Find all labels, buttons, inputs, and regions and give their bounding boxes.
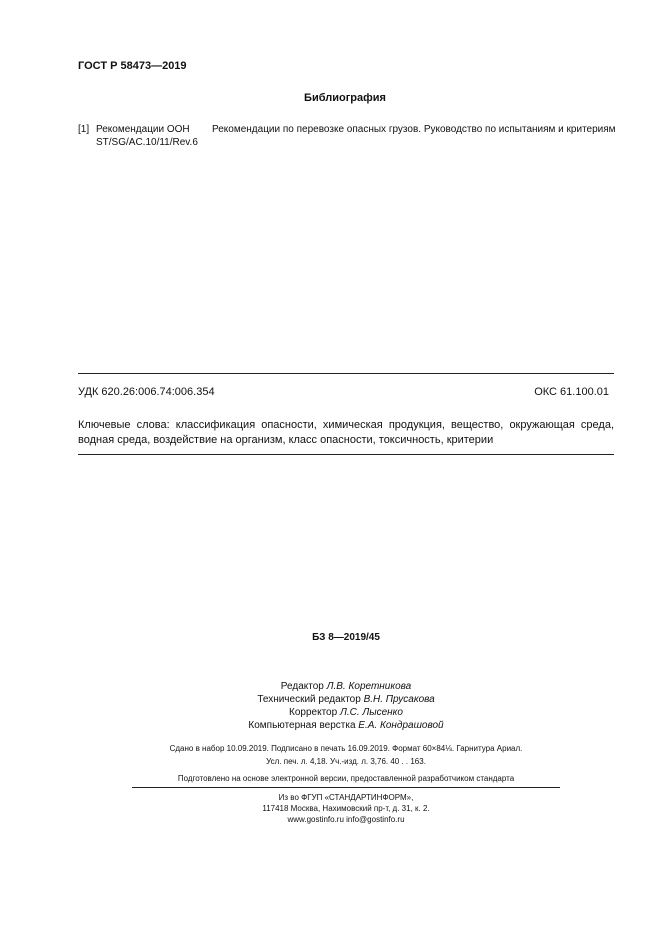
reference-number: [1] (78, 124, 90, 135)
credit-tech-editor: Технический редактор В.Н. Прусакова (257, 694, 435, 705)
divider-bottom (78, 454, 614, 455)
reference-source-code: ST/SG/AC.10/11/Rev.6 (96, 137, 198, 148)
prepared-note: Подготовлено на основе электронной версии, предоставленной разработчиком стандарта (177, 774, 515, 783)
publisher-address: 117418 Москва, Нахимовский пр-т, д. 31, к. 2. (262, 804, 430, 813)
credit-editor: Редактор Л.В. Коретникова (280, 681, 412, 692)
publisher-line-1: Из во ФГУП «СТАНДАРТИНФОРМ», (278, 793, 414, 802)
print-info-line-1: Сдано в набор 10.09.2019. Подписано в печать 16.09.2019. Формат 60×84⅛. Гарнитура Ариал. (169, 744, 523, 753)
keywords-block (78, 418, 614, 448)
divider-top (78, 373, 614, 374)
credit-proofreader: Корректор Л.С. Лысенко (289, 707, 403, 718)
credits-block (200, 680, 492, 732)
print-info-line-2: Усл. печ. л. 4,18. Уч.-изд. л. 3,76. 40 . . 163. (266, 757, 426, 766)
keywords-line-2: водная среда, воздействие на организм, класс опасности, токсичность, критерии (78, 434, 494, 446)
bibliography-title: Библиография (304, 92, 386, 104)
oks-code: ОКС 61.100.01 (534, 386, 609, 398)
udk-code: УДК 620.26:006.74:006.354 (78, 386, 215, 398)
keywords-line-1: Ключевые слова: классификация опасности, химическая продукция, вещество, окружающая среда, (78, 419, 614, 431)
reference-source: Рекомендации ООН (96, 124, 190, 135)
reference-title: Рекомендации по перевозке опасных грузов. Руководство по испытаниям и критериям (212, 124, 616, 135)
publisher-contacts: www.gostinfo.ru info@gostinfo.ru (287, 815, 405, 824)
divider-publisher (132, 787, 560, 788)
credit-layout: Компьютерная верстка Е.А. Кондрашовой (248, 720, 444, 731)
document-code: ГОСТ Р 58473—2019 (78, 60, 187, 72)
bz-number: БЗ 8—2019/45 (312, 632, 380, 643)
